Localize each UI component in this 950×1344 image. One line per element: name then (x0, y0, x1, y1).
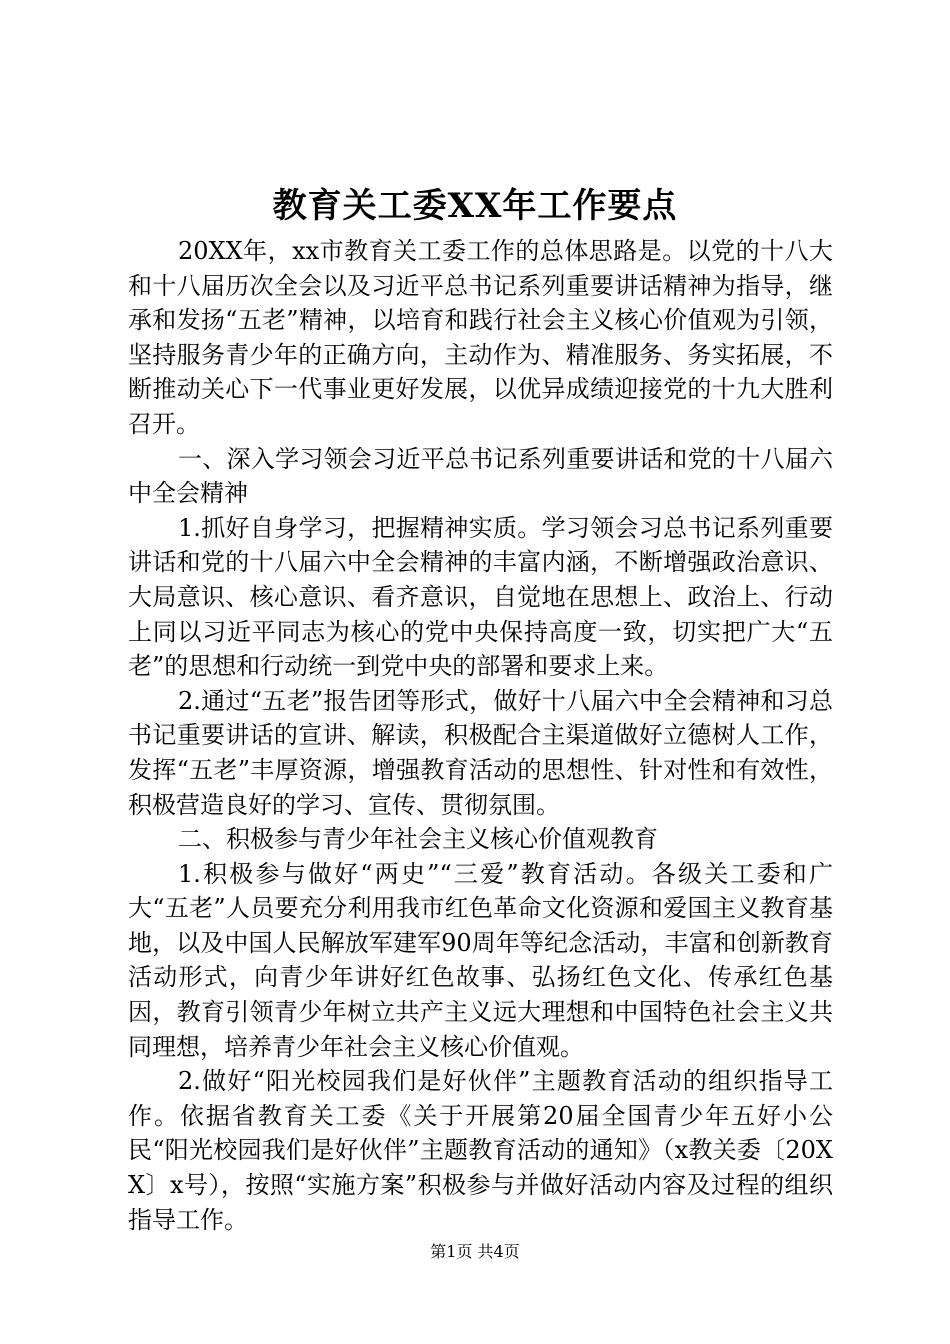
page-number-footer: 第1页 共4页 (430, 1242, 520, 1261)
intro-paragraph: 20XX年，xx市教育关工委工作的总体思路是。以党的十八大和十八届历次全会以及习近平总书记系列重要讲话精神为指导，继承和发扬“五老”精神，以培育和践行社会主义核心价值观为引领，坚持服务青少年的正确方向，主动作为、精准服务、务实拓展，不断推动关心下一代事业更好发展，以优异成绩迎接党的十九大胜利召开。 (128, 237, 833, 438)
section-heading-2: 二、积极参与青少年社会主义核心价值观教育 (178, 825, 658, 854)
document-body (128, 234, 833, 1237)
body-paragraph: 2.做好“阳光校园我们是好伙伴”主题教育活动的组织指导工作。依据省教育关工委《关于开展第20届全国青少年五好小公民“阳光校园我们是好伙伴”主题教育活动的通知》（x教关委〔20XX〕x号），按照“实施方案”积极参与并做好活动内容及过程的组织指导工作。 (128, 1067, 833, 1234)
section-heading-1: 一、深入学习领会习近平总书记系列重要讲话和党的十八届六中全会精神 (128, 444, 833, 508)
body-paragraph: 1.抓好自身学习，把握精神实质。学习领会习总书记系列重要讲话和党的十八届六中全会精神的丰富内涵，不断增强政治意识、大局意识、核心意识、看齐意识，自觉地在思想上、政治上、行动上同以习近平同志为核心的党中央保持高度一致，切实把广大“五老”的思想和行动统一到党中央的部署和要求上来。 (128, 513, 833, 681)
body-paragraph: 1.积极参与做好“两史”“三爱”教育活动。各级关工委和广大“五老”人员要充分利用我市红色革命文化资源和爱国主义教育基地，以及中国人民解放军建军90周年等纪念活动，丰富和创新教育活动形式，向青少年讲好红色故事、弘扬红色文化、传承红色基因，教育引领青少年树立共产主义远大理想和中国特色社会主义共同理想，培养青少年社会主义核心价值观。 (128, 859, 833, 1061)
body-paragraph: 2.通过“五老”报告团等形式，做好十八届六中全会精神和习总书记重要讲话的宣讲、解读，积极配合主渠道做好立德树人工作，发挥“五老”丰厚资源，增强教育活动的思想性、针对性和有效性，积极营造良好的学习、宣传、贯彻氛围。 (128, 686, 833, 819)
document-title: 教育关工委XX年工作要点 (272, 186, 678, 226)
